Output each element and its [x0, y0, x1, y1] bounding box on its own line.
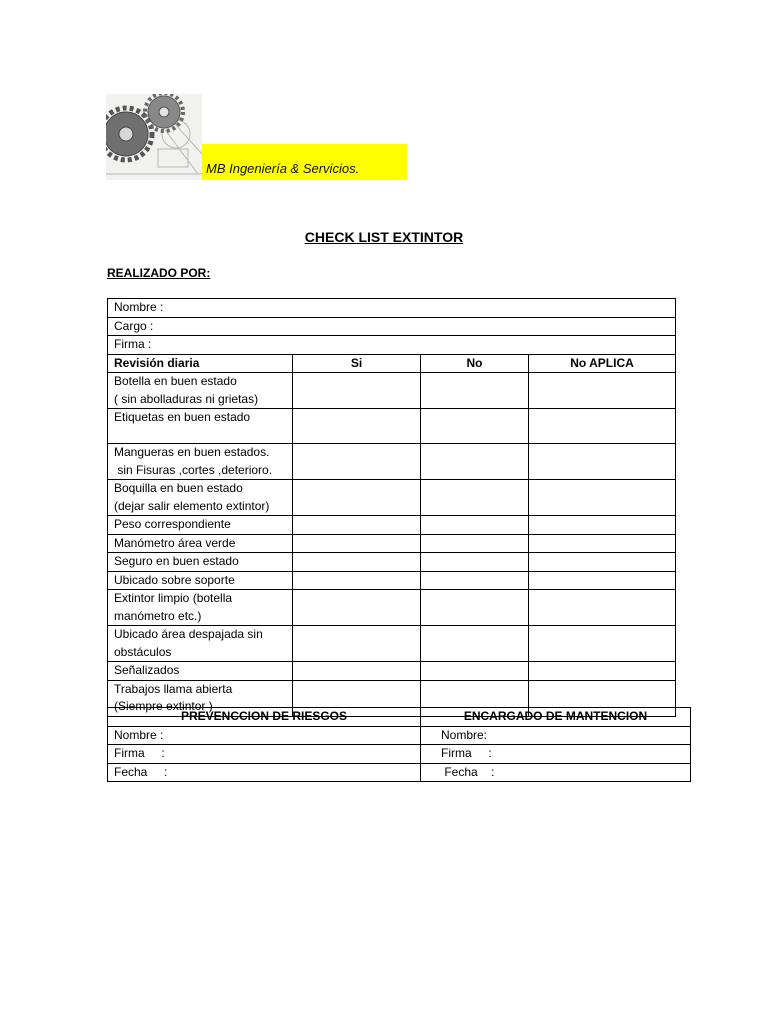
no-cell[interactable] [421, 444, 529, 480]
table-row [108, 534, 676, 553]
firma-field[interactable]: Firma : [108, 336, 676, 355]
si-cell[interactable] [293, 444, 421, 480]
right-fecha-field[interactable]: Fecha : [421, 763, 691, 782]
si-cell[interactable] [293, 590, 421, 626]
no-aplica-cell[interactable] [529, 444, 676, 480]
no-cell[interactable] [421, 571, 529, 590]
table-row [108, 626, 676, 662]
table-row [108, 553, 676, 572]
item-label: Etiquetas en buen estado [108, 409, 293, 444]
no-aplica-cell[interactable] [529, 373, 676, 409]
si-cell[interactable] [293, 516, 421, 535]
left-firma-field[interactable]: Firma : [108, 745, 421, 764]
no-aplica-cell[interactable] [529, 626, 676, 662]
si-cell[interactable] [293, 626, 421, 662]
item-label: Señalizados [108, 662, 293, 681]
item-label: Ubicado sobre soporte [108, 571, 293, 590]
no-aplica-cell[interactable] [529, 480, 676, 516]
si-cell[interactable] [293, 534, 421, 553]
no-aplica-cell[interactable] [529, 409, 676, 444]
item-label: Extintor limpio (botella manómetro etc.) [108, 590, 293, 626]
table-row [108, 516, 676, 535]
item-label: Peso correspondiente [108, 516, 293, 535]
si-cell[interactable] [293, 373, 421, 409]
left-fecha-field[interactable]: Fecha : [108, 763, 421, 782]
table-row [108, 590, 676, 626]
no-cell[interactable] [421, 626, 529, 662]
no-aplica-cell[interactable] [529, 534, 676, 553]
item-label: Mangueras en buen estados. sin Fisuras ,cortes ,deterioro. [108, 444, 293, 480]
no-aplica-cell[interactable] [529, 571, 676, 590]
item-label: Botella en buen estado ( sin abolladuras ni grietas) [108, 373, 293, 409]
checklist-table [107, 298, 676, 717]
si-cell[interactable] [293, 571, 421, 590]
no-cell[interactable] [421, 480, 529, 516]
no-aplica-cell[interactable] [529, 590, 676, 626]
prevencion-riesgos-header: PREVENCCION DE RIESGOS [108, 708, 421, 727]
no-aplica-cell[interactable] [529, 553, 676, 572]
signature-header-row [108, 708, 691, 727]
table-row [108, 409, 676, 444]
encargado-mantencion-header: ENCARGADO DE MANTENCION [421, 708, 691, 727]
table-row [108, 662, 676, 681]
table-row [108, 373, 676, 409]
table-row [108, 571, 676, 590]
signature-row [108, 745, 691, 764]
no-cell[interactable] [421, 553, 529, 572]
table-row [108, 444, 676, 480]
header-row [108, 354, 676, 373]
si-cell[interactable] [293, 480, 421, 516]
table-row [108, 480, 676, 516]
no-aplica-cell[interactable] [529, 662, 676, 681]
person-row-firma [108, 336, 676, 355]
signature-row [108, 726, 691, 745]
no-cell[interactable] [421, 590, 529, 626]
column-header-si: Si [293, 354, 421, 373]
no-cell[interactable] [421, 373, 529, 409]
si-cell[interactable] [293, 553, 421, 572]
column-header-no-aplica: No APLICA [529, 354, 676, 373]
signature-row [108, 763, 691, 782]
item-label: Trabajos llama abierta (Siempre extintor ) [108, 680, 293, 716]
company-logo [106, 94, 407, 180]
right-firma-field[interactable]: Firma : [421, 745, 691, 764]
right-nombre-field[interactable]: Nombre: [421, 726, 691, 745]
item-label: Ubicado área despajada sin obstáculos [108, 626, 293, 662]
no-cell[interactable] [421, 534, 529, 553]
realizado-por-label: REALIZADO POR: [107, 266, 211, 280]
signature-table [107, 707, 691, 782]
person-row-nombre [108, 299, 676, 318]
left-nombre-field[interactable]: Nombre : [108, 726, 421, 745]
no-aplica-cell[interactable] [529, 516, 676, 535]
no-cell[interactable] [421, 662, 529, 681]
item-label: Boquilla en buen estado (dejar salir elemento extintor) [108, 480, 293, 516]
no-cell[interactable] [421, 409, 529, 444]
column-header-revision: Revisión diaria [108, 354, 293, 373]
item-label: Seguro en buen estado [108, 553, 293, 572]
no-cell[interactable] [421, 516, 529, 535]
person-row-cargo [108, 317, 676, 336]
company-name: MB Ingeniería & Servicios. [206, 161, 360, 176]
nombre-field[interactable]: Nombre : [108, 299, 676, 318]
cargo-field[interactable]: Cargo : [108, 317, 676, 336]
item-label: Manómetro área verde [108, 534, 293, 553]
page-title: CHECK LIST EXTINTOR [304, 229, 464, 245]
si-cell[interactable] [293, 662, 421, 681]
si-cell[interactable] [293, 409, 421, 444]
column-header-no: No [421, 354, 529, 373]
